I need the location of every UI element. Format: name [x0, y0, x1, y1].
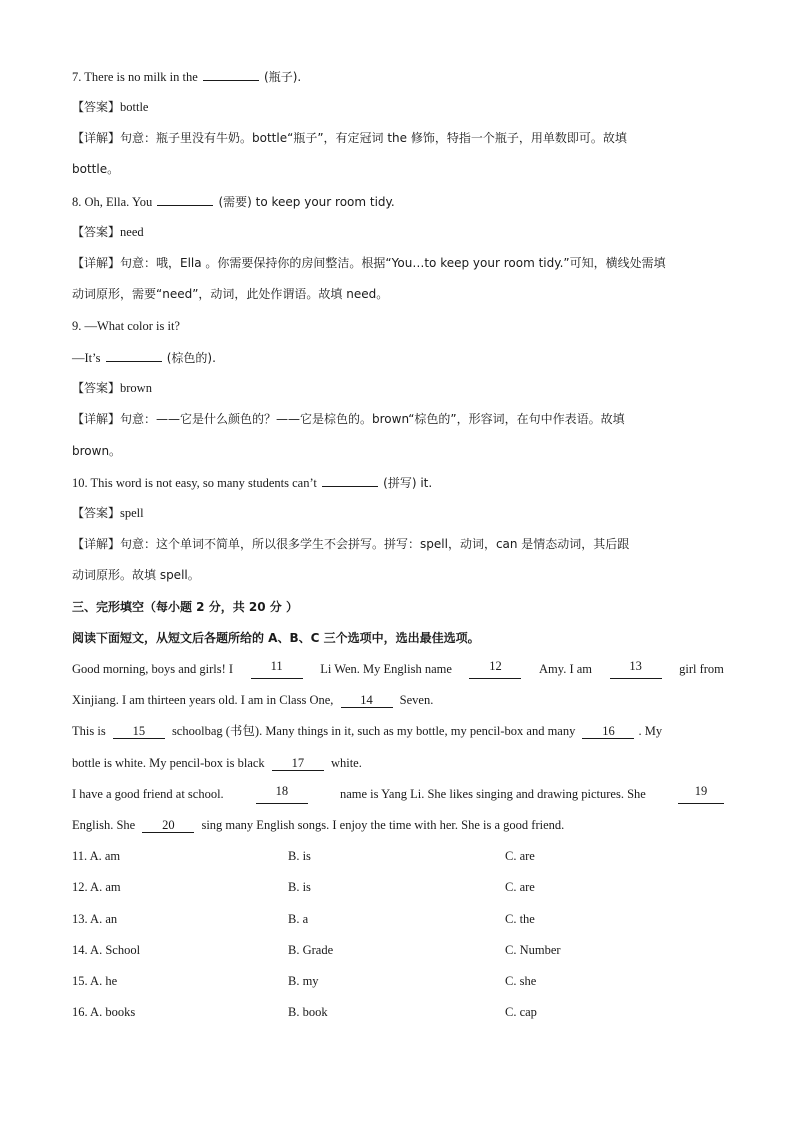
question-hint: (拼写) it. — [383, 476, 433, 490]
blank-16: 16 — [582, 724, 634, 739]
answer-blank — [322, 472, 378, 487]
answer-line — [72, 97, 724, 117]
passage-text: girl from — [679, 662, 724, 676]
answer-blank — [157, 191, 213, 206]
question-9-reply — [72, 347, 724, 367]
blank-15: 15 — [113, 724, 165, 739]
passage-text: I have a good friend at school. — [72, 787, 224, 801]
detail-text: 句意：——它是什么颜色的？——它是棕色的。brown“棕色的”，形容词，在句中作表语。故填 — [120, 412, 625, 426]
option-a: 12. A. am — [72, 880, 121, 894]
passage-text: Amy. I am — [539, 662, 593, 676]
detail-line — [72, 253, 724, 273]
blank-18: 18 — [256, 784, 308, 804]
answer-text: bottle — [120, 100, 149, 114]
passage-text: sing many English songs. I enjoy the time with her. She is a good friend. — [201, 818, 565, 832]
detail-tag: 【详解】 — [72, 256, 121, 270]
answer-text: need — [120, 225, 144, 239]
detail-tag: 【详解】 — [72, 131, 121, 145]
passage-text: Li Wen. My English name — [320, 662, 452, 676]
detail-line — [72, 128, 724, 148]
passage-text: English. She — [72, 818, 136, 832]
detail-line-cont: brown。 — [72, 444, 122, 458]
passage-line — [72, 753, 724, 773]
blank-14: 14 — [341, 693, 393, 708]
blank-13: 13 — [610, 659, 662, 679]
option-a: 14. A. School — [72, 943, 141, 957]
blank-19: 19 — [678, 784, 724, 804]
passage-line — [72, 659, 724, 679]
detail-tag: 【详解】 — [72, 412, 121, 426]
passage-text: Seven. — [399, 693, 434, 707]
question-9: 9. —What color is it? — [72, 319, 180, 333]
option-c: C. are — [505, 849, 535, 863]
detail-text: 句意：这个单词不简单，所以很多学生不会拼写。拼写：spell，动词，can 是情态动词，其后跟 — [120, 537, 630, 551]
question-hint: (需要) to keep your room tidy. — [218, 195, 395, 209]
detail-line-cont: bottle。 — [72, 162, 120, 176]
passage-line — [72, 721, 724, 741]
passage-text: white. — [330, 756, 362, 770]
blank-17: 17 — [272, 756, 324, 771]
question-10 — [72, 472, 724, 492]
detail-tag: 【详解】 — [72, 537, 121, 551]
question-8 — [72, 191, 724, 211]
option-b: B. Grade — [288, 943, 334, 957]
option-c: C. cap — [505, 1005, 537, 1019]
answer-blank — [106, 347, 162, 362]
option-c: C. Number — [505, 943, 561, 957]
passage-text: This is — [72, 724, 106, 738]
option-c: C. she — [505, 974, 537, 988]
question-hint: (棕色的). — [166, 351, 216, 365]
option-a: 15. A. he — [72, 974, 118, 988]
detail-line — [72, 409, 724, 429]
section-title: 三、完形填空（每小题 2 分，共 20 分 ） — [72, 600, 298, 614]
question-text: 10. This word is not easy, so many students can’t — [72, 476, 317, 490]
option-c: C. the — [505, 912, 535, 926]
passage-text: Xinjiang. I am thirteen years old. I am in Class One, — [72, 693, 334, 707]
detail-line-cont: 动词原形，需要“need”，动词，此处作谓语。故填 need。 — [72, 287, 389, 301]
passage-text: name is Yang Li. She likes singing and drawing pictures. She — [339, 787, 646, 801]
option-a: 16. A. books — [72, 1005, 136, 1019]
option-c: C. are — [505, 880, 535, 894]
passage-text: schoolbag (书包). Many things in it, such as my bottle, my pencil-box and many — [171, 724, 576, 738]
answer-text: brown — [120, 381, 152, 395]
blank-12: 12 — [469, 659, 521, 679]
option-b: B. book — [288, 1005, 328, 1019]
option-b: B. is — [288, 849, 311, 863]
option-b: B. is — [288, 880, 311, 894]
answer-line — [72, 222, 724, 242]
answer-line — [72, 378, 724, 398]
answer-tag: 【答案】 — [72, 381, 121, 395]
blank-11: 11 — [251, 659, 303, 679]
answer-tag: 【答案】 — [72, 100, 121, 114]
detail-line — [72, 534, 724, 554]
passage-text: . My — [638, 724, 663, 738]
question-text: 7. There is no milk in the — [72, 70, 198, 84]
question-text: —It’s — [72, 351, 101, 365]
answer-blank — [203, 66, 259, 81]
option-b: B. a — [288, 912, 309, 926]
detail-text: 句意：哦，Ella 。你需要保持你的房间整洁。根据“You…to keep your room tidy.”可知，横线处需填 — [120, 256, 666, 270]
passage-line — [72, 815, 724, 835]
detail-line-cont: 动词原形。故填 spell。 — [72, 568, 200, 582]
question-text: 8. Oh, Ella. You — [72, 195, 153, 209]
passage-line — [72, 784, 724, 804]
passage-line — [72, 690, 724, 710]
passage-text: Good morning, boys and girls! I — [72, 662, 234, 676]
option-b: B. my — [288, 974, 319, 988]
answer-tag: 【答案】 — [72, 225, 121, 239]
answer-line — [72, 503, 724, 523]
answer-tag: 【答案】 — [72, 506, 121, 520]
blank-20: 20 — [142, 818, 194, 833]
question-7 — [72, 66, 724, 86]
detail-text: 句意：瓶子里没有牛奶。bottle“瓶子”，有定冠词 the 修饰，特指一个瓶子，用单数即可。故填 — [120, 131, 627, 145]
answer-text: spell — [120, 506, 144, 520]
option-a: 13. A. an — [72, 912, 118, 926]
question-hint: (瓶子). — [264, 70, 302, 84]
section-instruction: 阅读下面短文，从短文后各题所给的 A、B、C 三个选项中，选出最佳选项。 — [72, 631, 480, 645]
option-a: 11. A. am — [72, 849, 121, 863]
passage-text: bottle is white. My pencil-box is black — [72, 756, 265, 770]
